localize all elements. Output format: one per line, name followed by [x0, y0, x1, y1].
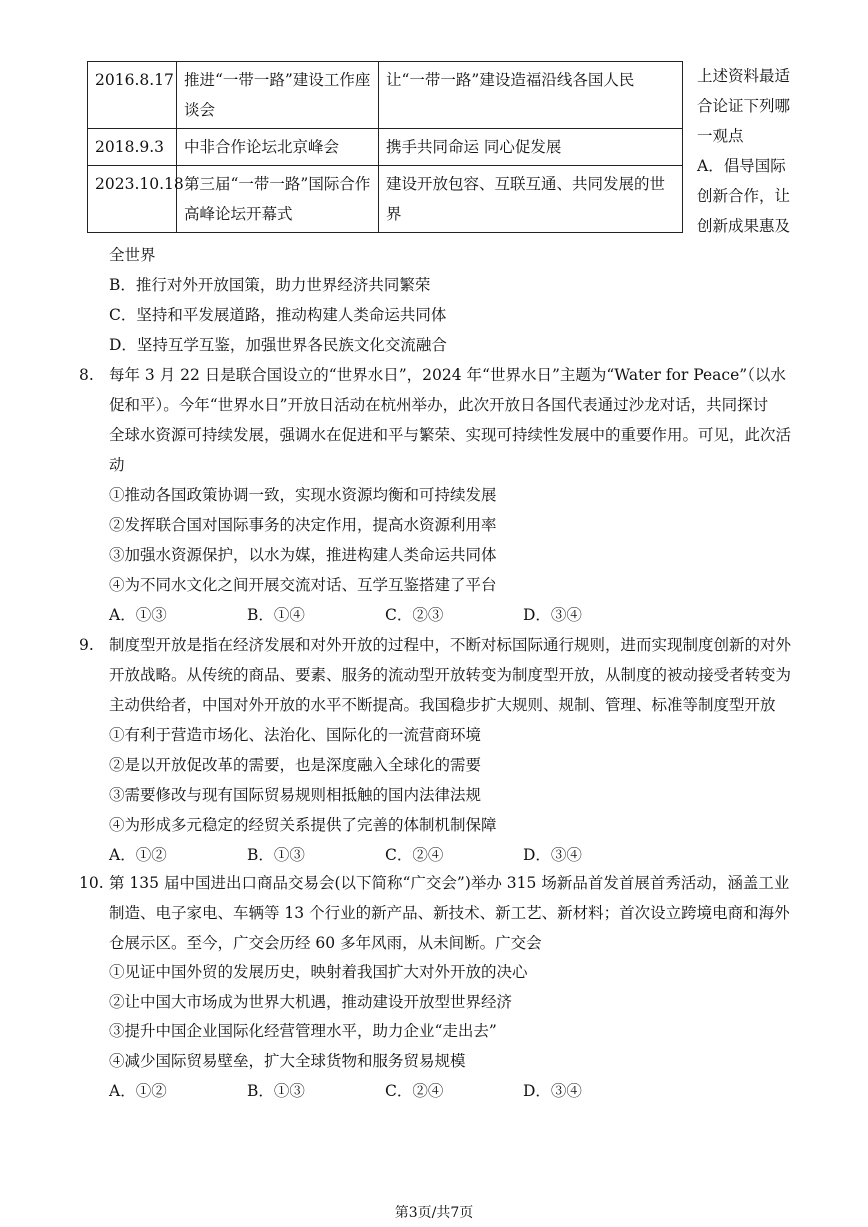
statement-item: ②是以开放促改革的需要，也是深度融入全球化的需要 [109, 756, 482, 774]
statement-item: ④为形成多元稳定的经贸关系提供了完善的体制机制保障 [109, 816, 497, 834]
table-cell-date: 2023.10.18 [88, 166, 177, 233]
question-stem: 开放战略。从传统的商品、要素、服务的流动型开放转变为制度型开放，从制度的被动接受者转变为 [109, 666, 792, 684]
answer-choice: C．②④ [385, 1082, 444, 1100]
answer-choice: A．①② [109, 1082, 167, 1100]
answer-choice: D．③④ [523, 846, 582, 864]
statement-item: ④为不同水文化之间开展交流对话、互学互鉴搭建了平台 [109, 576, 497, 594]
table-cell-theme: 让“一带一路”建设造福沿线各国人民 [379, 62, 683, 129]
table-cell-theme: 建设开放包容、互联互通、共同发展的世界 [379, 166, 683, 233]
statement-item: ①见证中国外贸的发展历史，映射着我国扩大对外开放的决心 [109, 963, 528, 981]
statement-item: ①有利于营造市场化、法治化、国际化的一流营商环境 [109, 726, 482, 744]
answer-choice: B．①③ [247, 1082, 305, 1100]
page-number-footer: 第3页/共7页 [394, 1205, 474, 1221]
events-table [87, 61, 683, 233]
q7-option-c: C．坚持和平发展道路，推动构建人类命运共同体 [109, 306, 447, 324]
q7-option-a-cont: 全世界 [109, 246, 156, 264]
table-cell-event: 中非合作论坛北京峰会 [177, 129, 379, 166]
question-stem: 每年 3 月 22 日是联合国设立的“世界水日”，2024 年“世界水日”主题为“Water for Peace”（以水 [109, 366, 786, 384]
question-number: 8. [79, 366, 94, 384]
q7-stem-line: 合论证下列哪 [697, 97, 791, 115]
question-stem: 第 135 届中国进出口商品交易会(以下简称“广交会”)举办 315 场新品首发首展首秀活动，涵盖工业 [109, 874, 790, 892]
table-cell-date: 2018.9.3 [88, 129, 177, 166]
q7-option-a-line: 创新合作，让 [697, 187, 791, 205]
table-cell-theme: 携手共同命运 同心促发展 [379, 129, 683, 166]
question-number: 9. [79, 636, 94, 654]
statement-item: ②让中国大市场成为世界大机遇，推动建设开放型世界经济 [109, 993, 513, 1011]
question-number: 10. [79, 874, 104, 892]
q7-stem-line: 上述资料最适 [697, 67, 791, 85]
statement-item: ③需要修改与现有国际贸易规则相抵触的国内法律法规 [109, 786, 482, 804]
table-cell-event: 推进“一带一路”建设工作座谈会 [177, 62, 379, 129]
table-row [88, 129, 683, 166]
statement-item: ③提升中国企业国际化经营管理水平，助力企业“走出去” [109, 1022, 497, 1040]
answer-choice: C．②④ [385, 846, 444, 864]
question-stem: 制造、电子家电、车辆等 13 个行业的新产品、新技术、新工艺、新材料；首次设立跨境电商和海外 [109, 904, 790, 922]
answer-choice: A．①③ [109, 606, 167, 624]
q7-stem-line: 一观点 [697, 127, 744, 145]
question-stem: 动 [109, 456, 125, 474]
table-row [88, 166, 683, 233]
statement-item: ③加强水资源保护，以水为媒，推进构建人类命运共同体 [109, 546, 497, 564]
answer-choice: D．③④ [523, 1082, 582, 1100]
answer-choice: B．①③ [247, 846, 305, 864]
q7-option-a: A．倡导国际 [697, 157, 786, 175]
statement-item: ②发挥联合国对国际事务的决定作用，提高水资源利用率 [109, 516, 497, 534]
answer-choice: C．②③ [385, 606, 444, 624]
question-stem: 主动供给者，中国对外开放的水平不断提高。我国稳步扩大规则、规制、管理、标准等制度型开放 [109, 696, 776, 714]
question-stem: 仓展示区。至今，广交会历经 60 多年风雨，从未间断。广交会 [109, 934, 542, 952]
answer-choice: B．①④ [247, 606, 305, 624]
q7-option-a-line: 创新成果惠及 [697, 217, 791, 235]
statement-item: ①推动各国政策协调一致，实现水资源均衡和可持续发展 [109, 486, 497, 504]
answer-choice: A．①② [109, 846, 167, 864]
question-stem: 全球水资源可持续发展，强调水在促进和平与繁荣、实现可持续性发展中的重要作用。可见，此次活 [109, 426, 792, 444]
question-stem: 制度型开放是指在经济发展和对外开放的过程中，不断对标国际通行规则，进而实现制度创新的对外 [109, 636, 792, 654]
table-cell-date: 2016.8.17 [88, 62, 177, 129]
q7-option-d: D．坚持互学互鉴，加强世界各民族文化交流融合 [109, 336, 447, 354]
q7-option-b: B．推行对外开放国策，助力世界经济共同繁荣 [109, 276, 431, 294]
answer-choice: D．③④ [523, 606, 582, 624]
table-row [88, 62, 683, 129]
question-stem: 促和平）。今年“世界水日”开放日活动在杭州举办，此次开放日各国代表通过沙龙对话，共同探讨 [109, 396, 769, 414]
q7-side-text [697, 61, 793, 241]
table-cell-event: 第三届“一带一路”国际合作高峰论坛开幕式 [177, 166, 379, 233]
statement-item: ④减少国际贸易壁垒，扩大全球货物和服务贸易规模 [109, 1052, 466, 1070]
